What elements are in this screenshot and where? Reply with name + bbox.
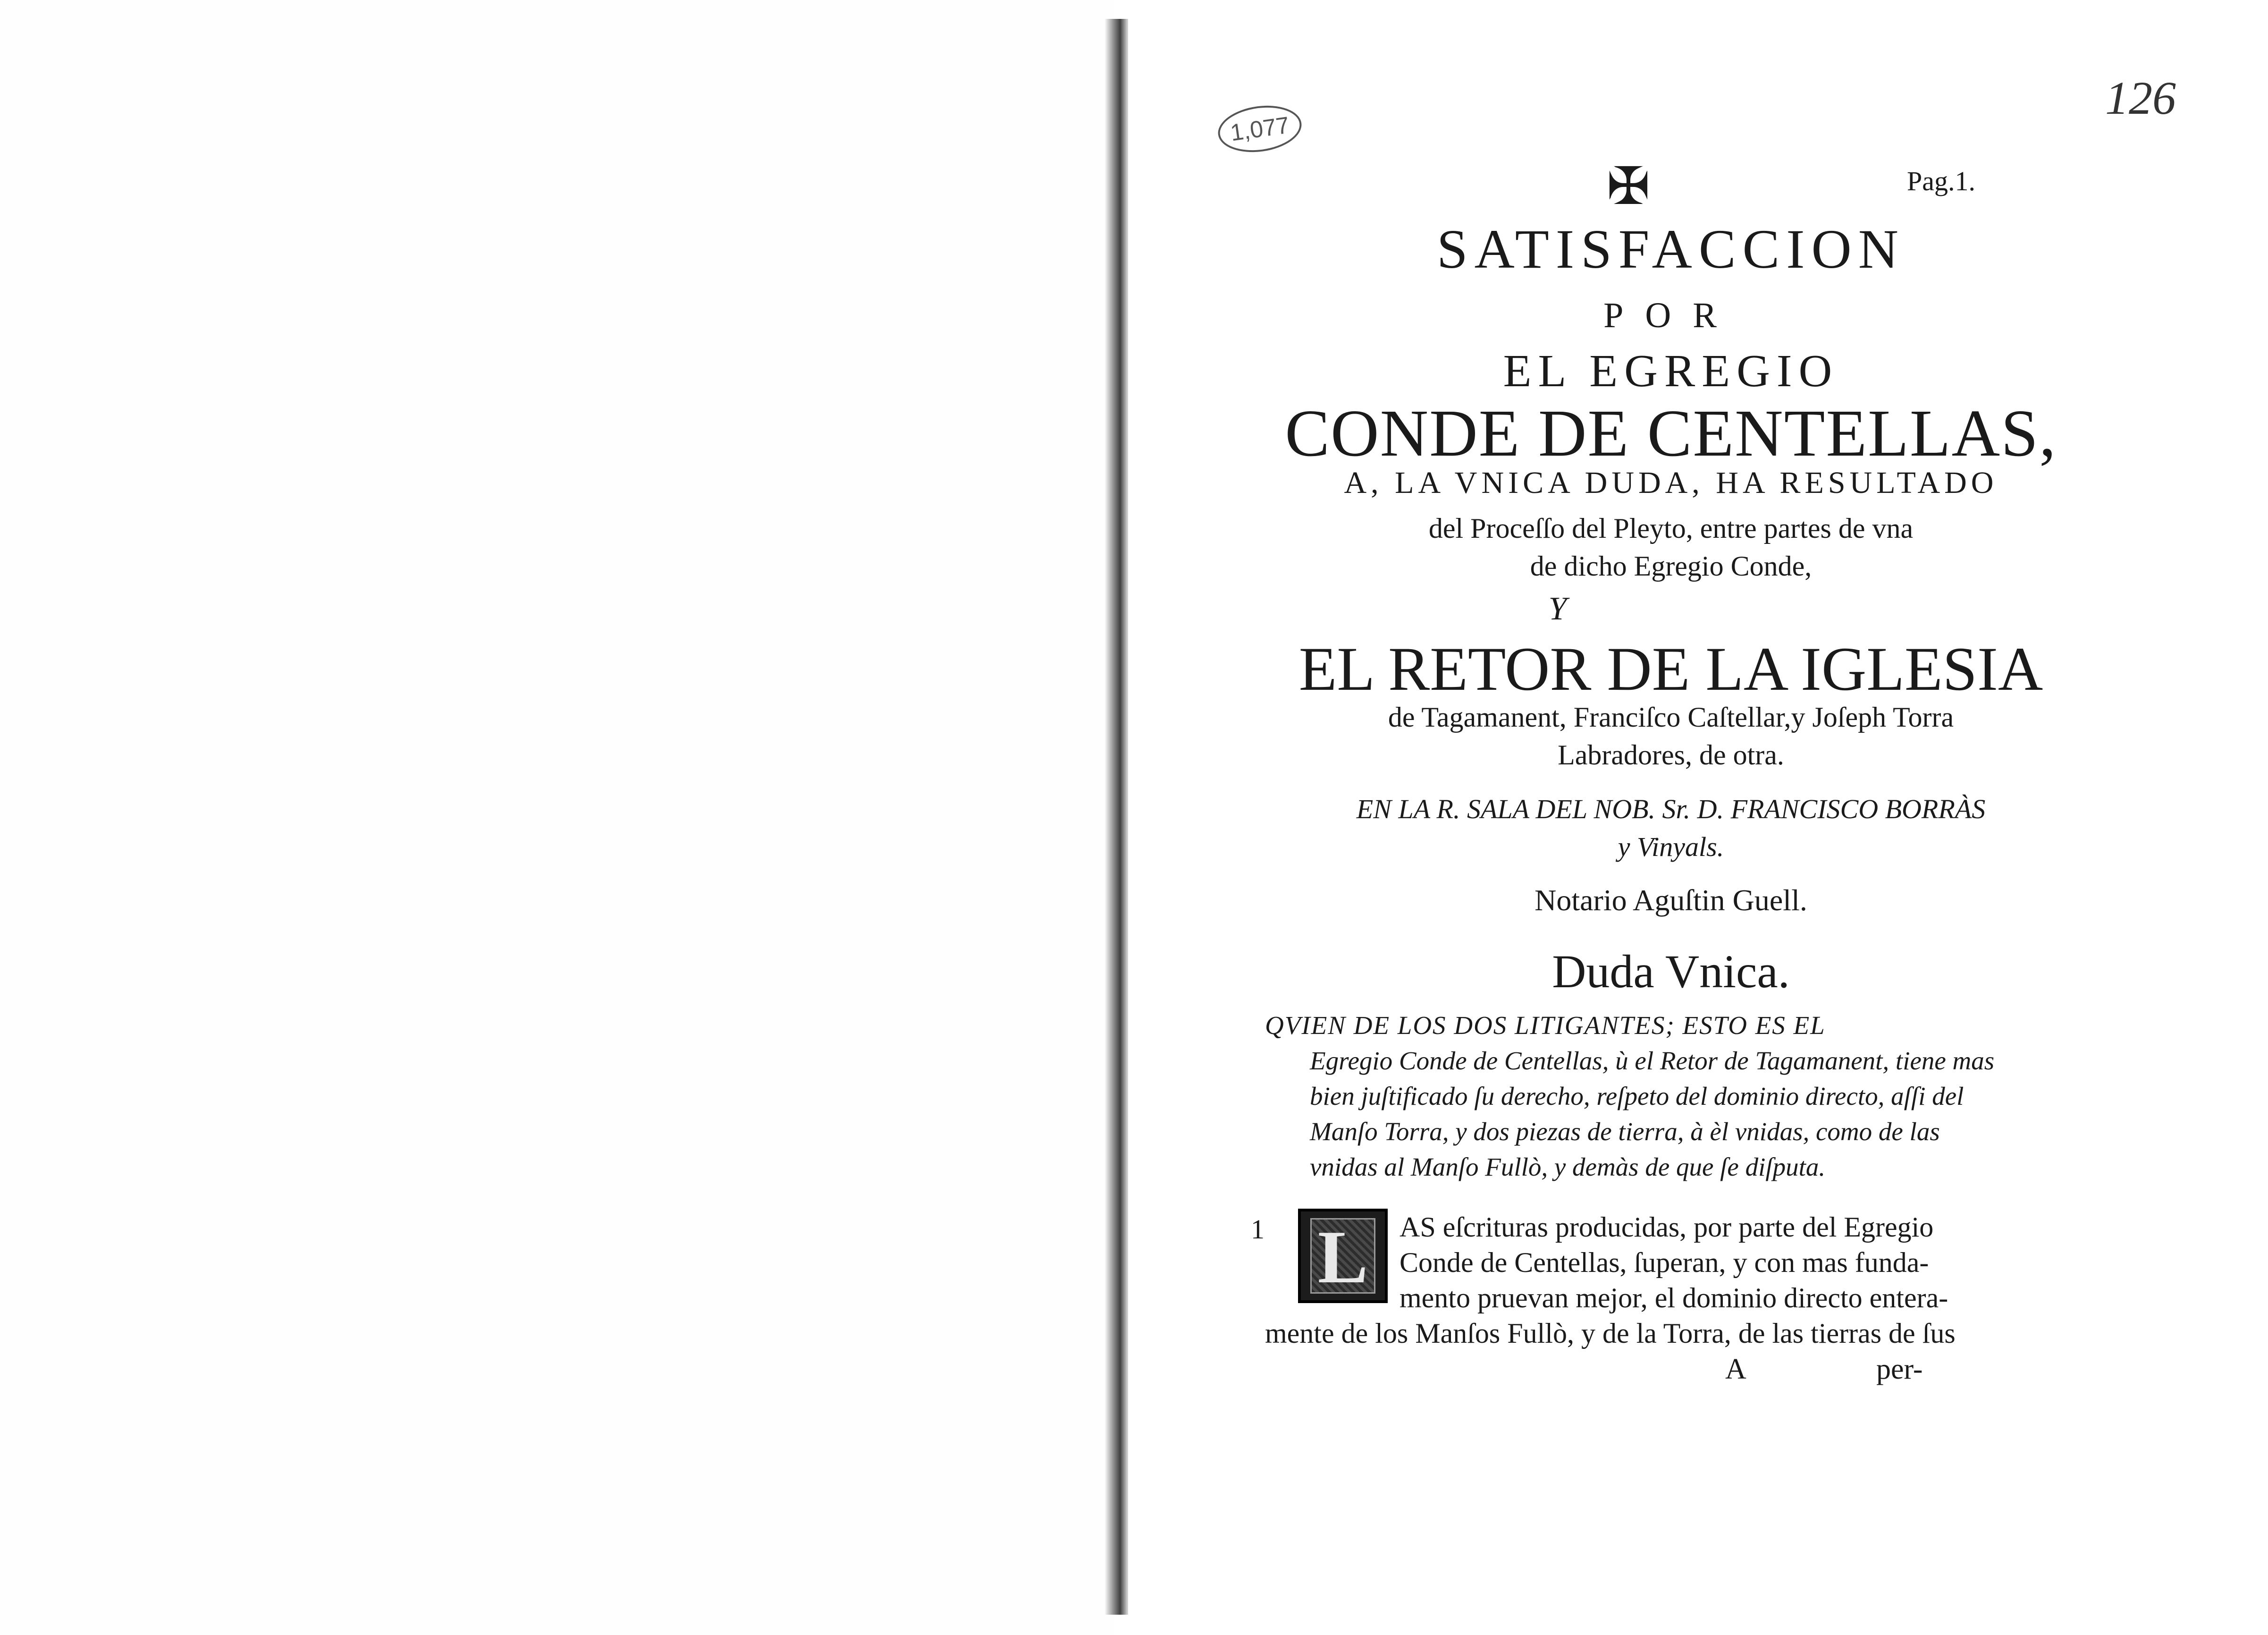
question-line-3: bien juſtificado ſu derecho, reſpeto del dominio directo, aſſi del bbox=[1310, 1082, 1964, 1110]
body-line-3: mento pruevan mejor, el dominio directo entera- bbox=[1400, 1282, 1948, 1313]
question-line-5: vnidas al Manſo Fullò, y demàs de que ſe diſputa. bbox=[1310, 1152, 1826, 1181]
blank-left-page bbox=[0, 0, 1114, 1635]
title-line-2: POR bbox=[1603, 296, 1738, 335]
title-line-6: del Proceſſo del Pleyto, entre partes de vna bbox=[1428, 513, 1914, 544]
folio-number: 126 bbox=[2105, 72, 2176, 124]
section-heading: Duda Vnica. bbox=[1552, 945, 1790, 998]
title-line-9: EL RETOR DE LA IGLESIA bbox=[1298, 634, 2043, 703]
court-line-1: EN LA R. SALA DEL NOB. Sr. D. FRANCISCO BORRÀS bbox=[1356, 794, 1986, 824]
body-line-2: Conde de Centellas, ſuperan, y con mas funda- bbox=[1400, 1247, 1929, 1278]
catchword: per- bbox=[1876, 1353, 1923, 1385]
title-line-3: EL EGREGIO bbox=[1503, 346, 1839, 397]
signature-mark: A bbox=[1725, 1353, 1746, 1385]
decorated-initial bbox=[1298, 1209, 1388, 1303]
body-line-1: AS eſcrituras producidas, por parte del Egregio bbox=[1400, 1211, 1934, 1243]
title-line-10: de Tagamanent, Franciſco Caſtellar,y Joſeph Torra bbox=[1388, 702, 1954, 733]
notary-line: Notario Aguſtin Guell. bbox=[1534, 883, 1807, 917]
body-line-4: mente de los Manſos Fullò, y de la Torra, de las tierras de ſus bbox=[1265, 1318, 1956, 1349]
question-line-4: Manſo Torra, y dos piezas de tierra, à èl vnidas, como de las bbox=[1310, 1117, 1940, 1146]
title-line-8: Y bbox=[1548, 591, 1567, 627]
page-label: Pag.1. bbox=[1907, 166, 1975, 196]
question-line-2: Egregio Conde de Centellas, ù el Retor de Tagamanent, tiene mas bbox=[1310, 1046, 1995, 1075]
court-line-2: y Vinyals. bbox=[1618, 831, 1724, 862]
title-line-7: de dicho Egregio Conde, bbox=[1530, 551, 1812, 582]
cross-ornament-icon: ✠ bbox=[1606, 158, 1651, 215]
archive-stamp: 1,077 bbox=[1215, 101, 1305, 157]
title-line-11: Labradores, de otra. bbox=[1558, 739, 1784, 771]
question-line-1: QVIEN DE LOS DOS LITIGANTES; ESTO ES EL bbox=[1265, 1011, 1826, 1040]
title-line-1: SATISFACCION bbox=[1437, 218, 1905, 280]
drop-cap-letter: L bbox=[1317, 1215, 1368, 1299]
title-line-4: CONDE DE CENTELLAS, bbox=[1285, 396, 2057, 470]
title-line-5: A, LA VNICA DUDA, HA RESULTADO bbox=[1344, 466, 1998, 500]
paragraph-number: 1 bbox=[1251, 1214, 1265, 1245]
